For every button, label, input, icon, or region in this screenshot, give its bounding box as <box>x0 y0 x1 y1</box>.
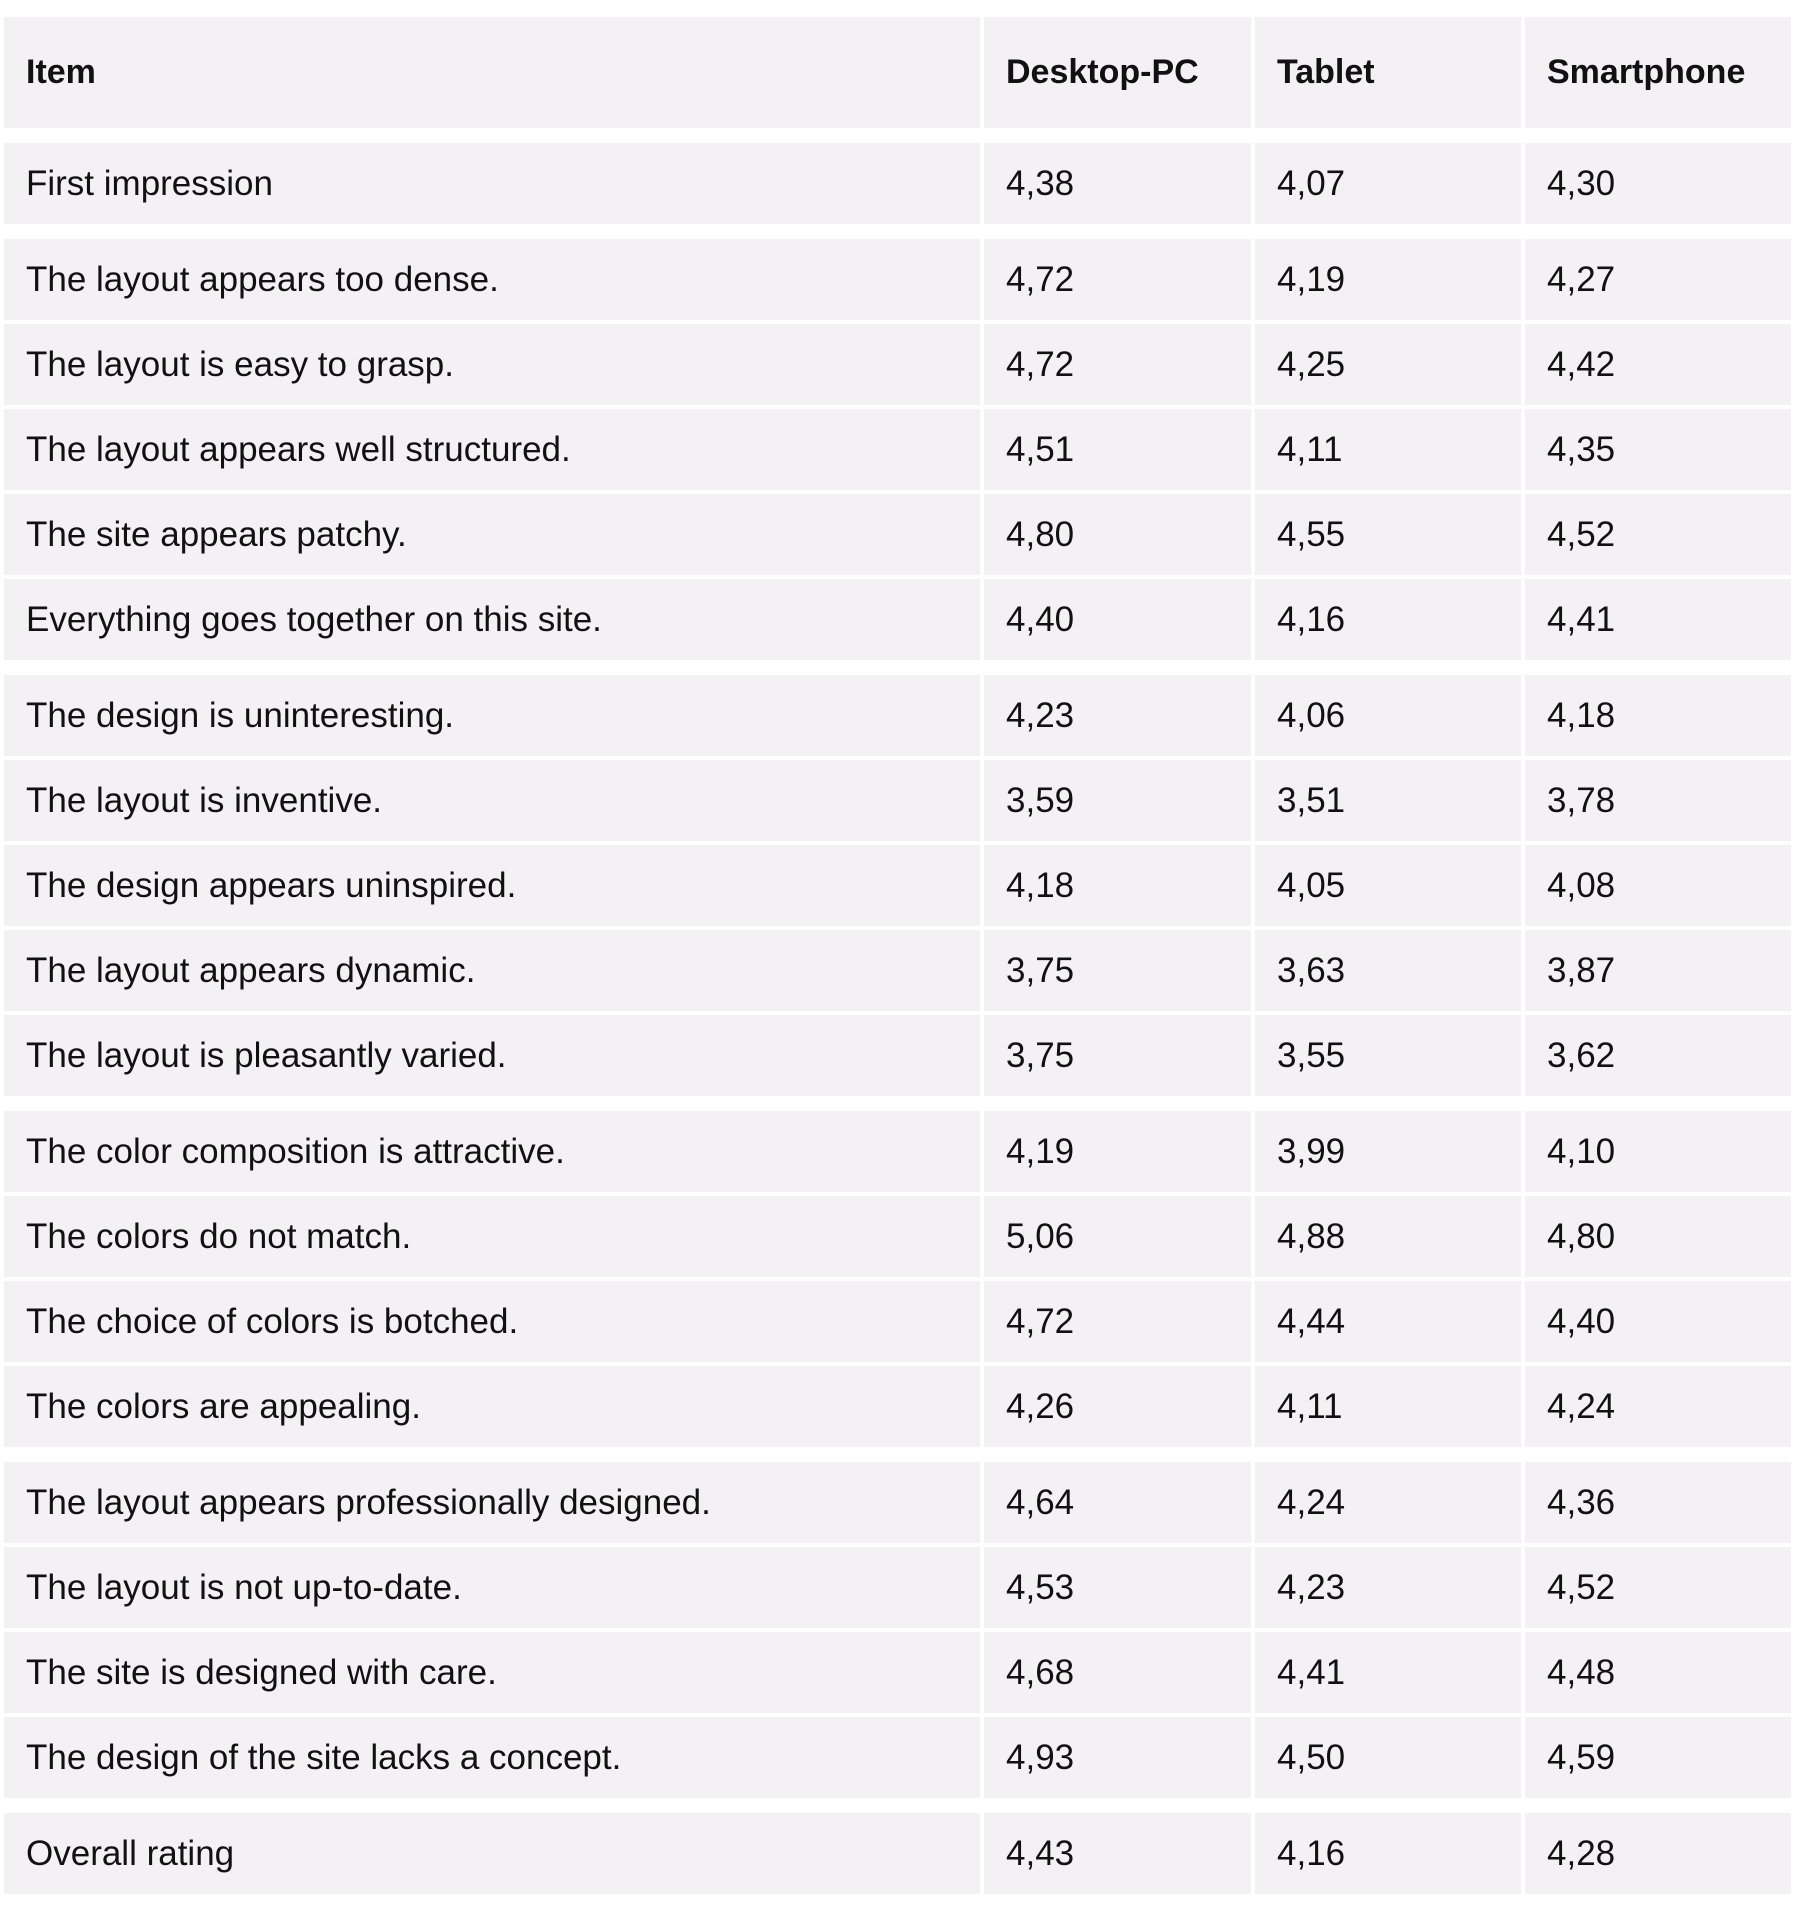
cell-smartphone: 4,10 <box>1525 1111 1791 1192</box>
table-row <box>4 1281 1791 1362</box>
cell-item: The layout is easy to grasp. <box>4 324 980 405</box>
cell-desktop-pc: 4,64 <box>984 1462 1251 1543</box>
cell-item: The color composition is attractive. <box>4 1111 980 1192</box>
cell-item: The site appears patchy. <box>4 494 980 575</box>
cell-item: The design is uninteresting. <box>4 675 980 756</box>
cell-item: The colors are appealing. <box>4 1366 980 1447</box>
cell-item: Overall rating <box>4 1813 980 1894</box>
cell-smartphone: 4,24 <box>1525 1366 1791 1447</box>
cell-desktop-pc: 3,75 <box>984 1015 1251 1096</box>
cell-item: The design of the site lacks a concept. <box>4 1717 980 1798</box>
cell-tablet: 4,44 <box>1255 1281 1521 1362</box>
table-row <box>4 143 1791 224</box>
cell-tablet: 4,11 <box>1255 1366 1521 1447</box>
cell-smartphone: 4,08 <box>1525 845 1791 926</box>
cell-desktop-pc: 4,68 <box>984 1632 1251 1713</box>
cell-item: The layout appears well structured. <box>4 409 980 490</box>
header-tablet: Tablet <box>1255 17 1521 128</box>
cell-item: The design appears uninspired. <box>4 845 980 926</box>
cell-tablet: 4,11 <box>1255 409 1521 490</box>
cell-tablet: 3,63 <box>1255 930 1521 1011</box>
table-row <box>4 239 1791 320</box>
table-row <box>4 494 1791 575</box>
table-header-row <box>4 17 1791 128</box>
cell-smartphone: 4,52 <box>1525 1547 1791 1628</box>
cell-smartphone: 3,87 <box>1525 930 1791 1011</box>
table-body <box>4 143 1791 1894</box>
table-row <box>4 760 1791 841</box>
cell-desktop-pc: 4,40 <box>984 579 1251 660</box>
cell-item: The layout is not up-to-date. <box>4 1547 980 1628</box>
cell-item: First impression <box>4 143 980 224</box>
cell-smartphone: 4,59 <box>1525 1717 1791 1798</box>
table-row <box>4 579 1791 660</box>
cell-smartphone: 4,36 <box>1525 1462 1791 1543</box>
cell-desktop-pc: 4,80 <box>984 494 1251 575</box>
cell-tablet: 4,24 <box>1255 1462 1521 1543</box>
table-row <box>4 675 1791 756</box>
table-row <box>4 1547 1791 1628</box>
cell-smartphone: 4,30 <box>1525 143 1791 224</box>
table-row <box>4 845 1791 926</box>
cell-tablet: 4,05 <box>1255 845 1521 926</box>
cell-desktop-pc: 4,18 <box>984 845 1251 926</box>
cell-smartphone: 4,42 <box>1525 324 1791 405</box>
ratings-table <box>4 17 1791 1898</box>
cell-smartphone: 4,41 <box>1525 579 1791 660</box>
cell-desktop-pc: 4,72 <box>984 1281 1251 1362</box>
cell-desktop-pc: 4,26 <box>984 1366 1251 1447</box>
cell-item: The layout appears dynamic. <box>4 930 980 1011</box>
cell-smartphone: 4,52 <box>1525 494 1791 575</box>
table-row <box>4 409 1791 490</box>
cell-tablet: 4,16 <box>1255 579 1521 660</box>
header-desktop-pc: Desktop-PC <box>984 17 1251 128</box>
table-row <box>4 1632 1791 1713</box>
cell-tablet: 3,99 <box>1255 1111 1521 1192</box>
table-row <box>4 1196 1791 1277</box>
cell-item: The site is designed with care. <box>4 1632 980 1713</box>
cell-smartphone: 3,62 <box>1525 1015 1791 1096</box>
cell-tablet: 3,55 <box>1255 1015 1521 1096</box>
cell-tablet: 4,88 <box>1255 1196 1521 1277</box>
cell-item: The layout is pleasantly varied. <box>4 1015 980 1096</box>
cell-tablet: 4,16 <box>1255 1813 1521 1894</box>
cell-item: Everything goes together on this site. <box>4 579 980 660</box>
table-row <box>4 1111 1791 1192</box>
cell-desktop-pc: 3,75 <box>984 930 1251 1011</box>
table-row <box>4 1717 1791 1798</box>
header-item: Item <box>4 17 980 128</box>
cell-desktop-pc: 4,23 <box>984 675 1251 756</box>
header-smartphone: Smartphone <box>1525 17 1791 128</box>
cell-smartphone: 4,80 <box>1525 1196 1791 1277</box>
cell-tablet: 4,55 <box>1255 494 1521 575</box>
cell-desktop-pc: 4,51 <box>984 409 1251 490</box>
cell-item: The layout appears too dense. <box>4 239 980 320</box>
cell-smartphone: 4,27 <box>1525 239 1791 320</box>
cell-smartphone: 3,78 <box>1525 760 1791 841</box>
table-row <box>4 1015 1791 1096</box>
cell-desktop-pc: 3,59 <box>984 760 1251 841</box>
table-row <box>4 1813 1791 1894</box>
table-row <box>4 1462 1791 1543</box>
cell-desktop-pc: 4,53 <box>984 1547 1251 1628</box>
cell-desktop-pc: 4,72 <box>984 239 1251 320</box>
cell-tablet: 4,25 <box>1255 324 1521 405</box>
cell-desktop-pc: 4,38 <box>984 143 1251 224</box>
cell-item: The choice of colors is botched. <box>4 1281 980 1362</box>
cell-desktop-pc: 4,19 <box>984 1111 1251 1192</box>
cell-desktop-pc: 5,06 <box>984 1196 1251 1277</box>
cell-smartphone: 4,40 <box>1525 1281 1791 1362</box>
table-row <box>4 324 1791 405</box>
cell-item: The layout appears professionally designed. <box>4 1462 980 1543</box>
cell-tablet: 4,41 <box>1255 1632 1521 1713</box>
cell-smartphone: 4,18 <box>1525 675 1791 756</box>
cell-item: The colors do not match. <box>4 1196 980 1277</box>
cell-tablet: 4,07 <box>1255 143 1521 224</box>
cell-tablet: 4,19 <box>1255 239 1521 320</box>
cell-desktop-pc: 4,93 <box>984 1717 1251 1798</box>
cell-item: The layout is inventive. <box>4 760 980 841</box>
cell-tablet: 3,51 <box>1255 760 1521 841</box>
cell-smartphone: 4,48 <box>1525 1632 1791 1713</box>
table-row <box>4 930 1791 1011</box>
cell-smartphone: 4,35 <box>1525 409 1791 490</box>
cell-desktop-pc: 4,72 <box>984 324 1251 405</box>
cell-tablet: 4,23 <box>1255 1547 1521 1628</box>
cell-tablet: 4,06 <box>1255 675 1521 756</box>
cell-tablet: 4,50 <box>1255 1717 1521 1798</box>
table-row <box>4 1366 1791 1447</box>
cell-smartphone: 4,28 <box>1525 1813 1791 1894</box>
cell-desktop-pc: 4,43 <box>984 1813 1251 1894</box>
